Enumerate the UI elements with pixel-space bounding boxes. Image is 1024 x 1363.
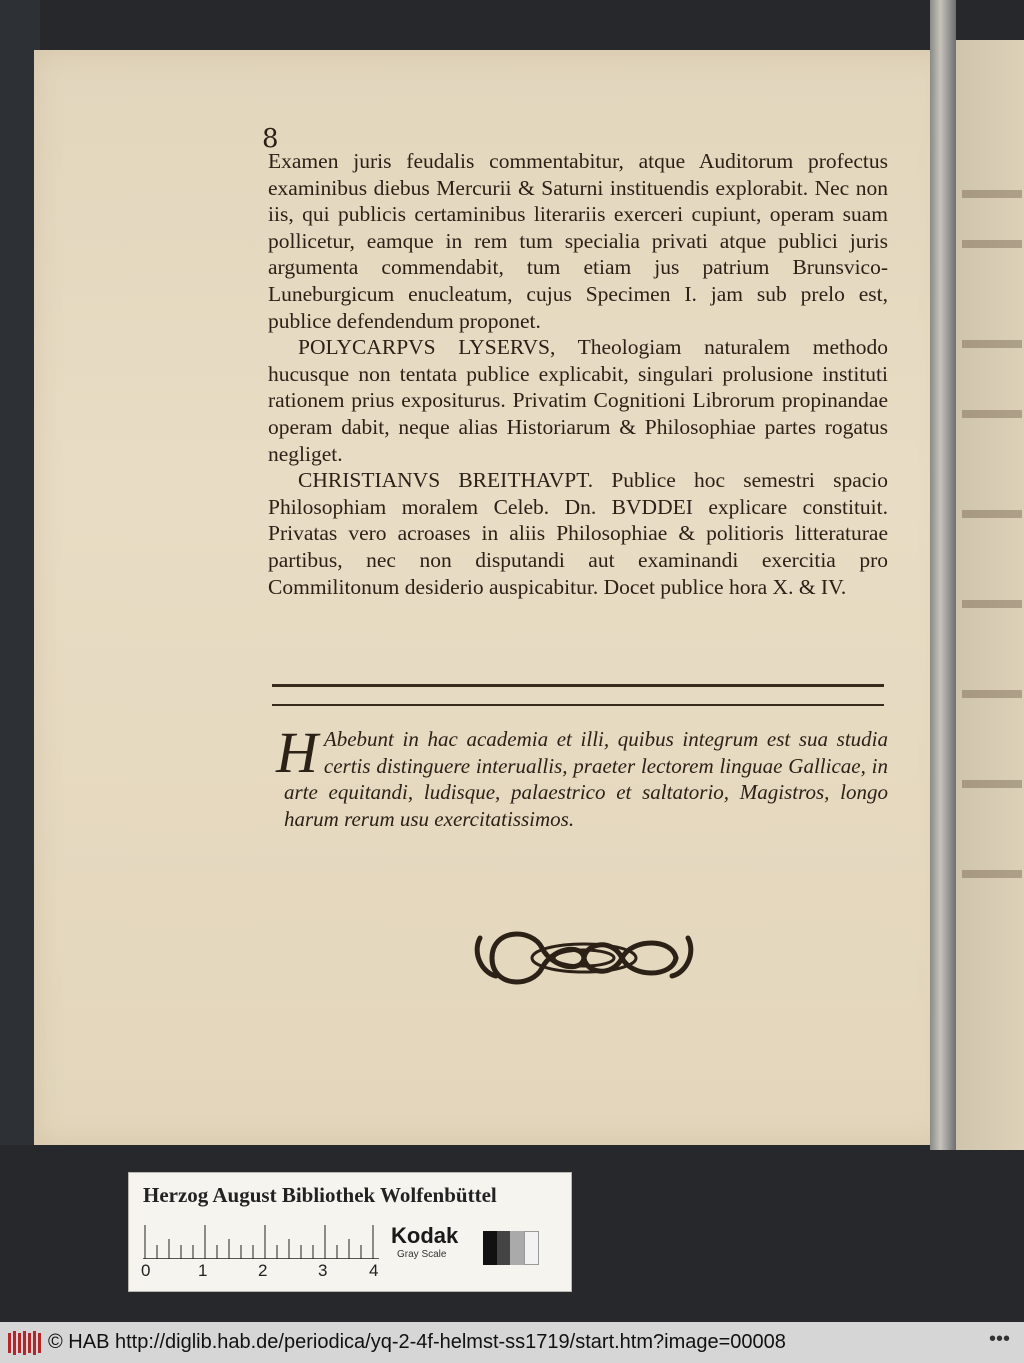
drop-cap: H xyxy=(276,720,318,785)
gray-swatches xyxy=(483,1231,539,1265)
section-rule-thin xyxy=(272,704,884,706)
facing-page-edge xyxy=(956,40,1024,1150)
paragraph-examen: Examen juris feudalis commentabitur, atque Auditorum profectus examinibus diebus Mercurii & Saturni instituendis explorabit. Nec non iis, qui publicis certaminibus literariis exerceri cupiunt, operam suam pollicetur, eamque in rem tum specialia privati atque publici juris argumenta commendabit, tum etiam jus patrium Brunsvico-Luneburgicum enucleatum, cujus Specimen I. jam sub prelo est, publice defendendum proponet. xyxy=(268,149,888,333)
section-rule xyxy=(272,684,884,687)
closing-text: Abebunt in hac academia et illi, quibus integrum est sua studia certis distinguere interuallis, praeter lectorem linguae Gallicae, in arte equitandi, ludisque, palaestrico et saltatorio, Magistros, longo harum rerum usu exercitatissimos. xyxy=(284,727,888,831)
ruler-number: 0 xyxy=(141,1261,151,1280)
institution-name: Herzog August Bibliothek Wolfenbüttel xyxy=(143,1183,497,1207)
ruler-number: 1 xyxy=(198,1261,208,1280)
copyright-url-link[interactable]: © HAB http://diglib.hab.de/periodica/yq-2-4f-helmst-ss1719/start.htm?image=00008 xyxy=(48,1331,786,1353)
flourish-ornament xyxy=(472,918,696,998)
kodak-logo: Kodak xyxy=(391,1223,459,1248)
more-options-icon[interactable]: ••• xyxy=(988,1328,1010,1350)
paragraph-lyserus: POLYCARPVS LYSERVS, Theologiam naturalem methodo hucusque non tentata publice explicabit, singulari prolusione instituti rationem prius expositurus. Privatim Cognitioni Librorum propinandae operam dabit, neque alias Historiarum & Philosophiae partes rogatus negliget. xyxy=(268,335,888,466)
body-text xyxy=(268,148,888,600)
book-spine xyxy=(930,0,956,1150)
measurement-ruler xyxy=(143,1225,379,1259)
ruler-number: 4 xyxy=(369,1261,379,1280)
footer-bar xyxy=(0,1322,1024,1363)
paragraph-breithaupt: CHRISTIANVS BREITHAVPT. Publice hoc semestri spacio Philosophiam moralem Celeb. Dn. BVDDEI explicare constituit. Privatas vero acroases in aliis Philosophiae & politioris litteraturae partibus, nec non disputandi aut examinandi exercitia pro Commilitonum desiderio auspicabitur. Docet publice hora X. & IV. xyxy=(268,468,888,599)
page-number: 8 xyxy=(262,124,279,154)
ruler-number: 3 xyxy=(318,1261,328,1280)
library-label xyxy=(128,1172,572,1292)
hab-logo-icon xyxy=(6,1329,46,1357)
ruler-number: 2 xyxy=(258,1261,268,1280)
closing-notice xyxy=(276,720,888,832)
gray-scale-label: Gray Scale xyxy=(397,1249,447,1260)
